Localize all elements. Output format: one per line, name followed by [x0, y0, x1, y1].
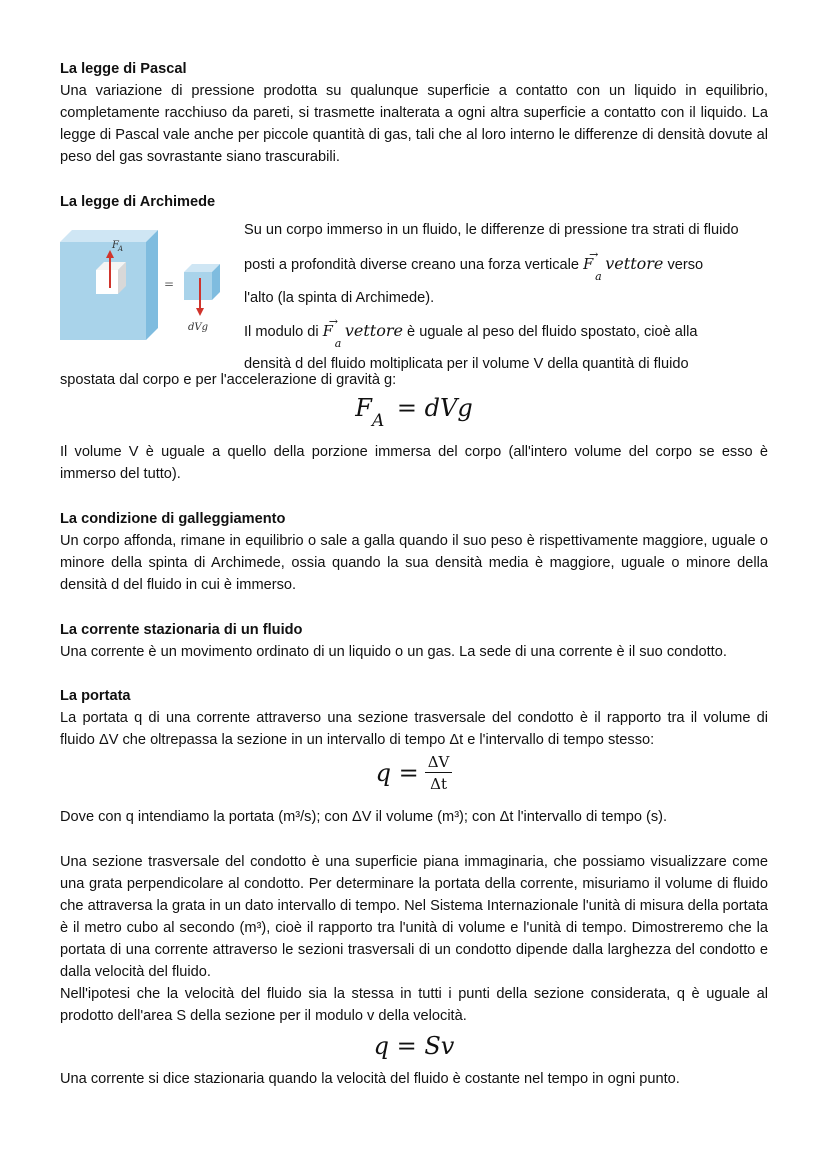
archimede-after: Il volume V è uguale a quello della porzione immersa del corpo (all'intero volume del corpo se esso è immerso del tutto).	[60, 444, 768, 482]
paragraph-galleggiamento: Un corpo affonda, rimane in equilibrio o sale a galla quando il suo peso è rispettivamente maggiore, uguale o minore della spinta di Archimede, ossia quando la sua densità media è maggiore, uguale o minore della densità d del fluido in cui è immerso.	[60, 533, 768, 593]
portata-para-wrap	[60, 851, 768, 1027]
portata-legend: Dove con q intendiamo la portata (m³/s); con ΔV il volume (m³); con Δt l'intervallo di tempo (s).	[60, 809, 668, 825]
section-archimede	[60, 191, 768, 213]
archimedes-figure	[60, 228, 228, 342]
formula-fa-lhs: F	[355, 394, 372, 422]
archimede-line-3: l'alto (la spinta di Archimede).	[244, 290, 435, 306]
archimede-text-wrap	[244, 213, 768, 379]
heading-portata: La portata	[60, 688, 131, 704]
body-cube-front	[96, 270, 118, 294]
archimede-line-4-pre: Il modulo di	[244, 324, 319, 340]
formula-q-sv	[60, 1032, 768, 1061]
archimede-line-2	[244, 247, 768, 282]
fraction-numerator: ΔV	[425, 753, 453, 773]
formula-q-sv-text: q = Sv	[373, 1032, 455, 1060]
small-cube-front	[184, 272, 212, 300]
portata-final: Una corrente si dice stazionaria quando la velocità del fluido è costante nel tempo in ogni punto.	[60, 1071, 680, 1087]
label-dvg: dVg	[188, 322, 209, 333]
fraction-dv-dt	[425, 753, 453, 793]
archimede-line-5: densità d del fluido moltiplicata per il volume V della quantità di fluido	[244, 356, 689, 372]
portata-legend-wrap	[60, 806, 768, 828]
vector-fa-2-sub: a	[334, 337, 342, 350]
archimede-line-4-post: è uguale al peso del fluido spostato, cioè alla	[407, 324, 698, 340]
formula-portata	[60, 753, 768, 793]
portata-final-wrap	[60, 1068, 768, 1090]
archimede-after-wrap	[60, 441, 768, 485]
paragraph-corrente: Una corrente è un movimento ordinato di un liquido o un gas. La sede di una corrente è il suo condotto.	[60, 644, 727, 660]
vector-fa-sub: a	[595, 270, 602, 283]
label-fa: F	[112, 240, 119, 251]
weight-arrow-head	[196, 308, 204, 316]
formula-q-lhs: q =	[375, 759, 419, 787]
fraction-denominator: Δt	[430, 775, 447, 793]
equals-sign: =	[164, 277, 175, 291]
section-corrente	[60, 619, 768, 663]
section-galleggiamento	[60, 508, 768, 596]
vector-arrow-icon: →	[589, 248, 599, 261]
archimede-line-1: Su un corpo immerso in un fluido, le differenze di pressione tra strati di fluido	[244, 222, 739, 238]
archimede-line-2-pre: posti a profondità diverse creano una forza verticale	[244, 257, 580, 273]
heading-archimede: La legge di Archimede	[60, 194, 216, 210]
portata-paragraph-2: Nell'ipotesi che la velocità del fluido sia la stessa in tutti i punti della sezione considerata, q è uguale al prodotto dell'area S della sezione per il modulo v della velocità.	[60, 986, 768, 1024]
vector-fa-2-symbol: F	[322, 323, 333, 340]
water-cube-side	[146, 230, 158, 340]
section-portata	[60, 685, 768, 751]
heading-galleggiamento: La condizione di galleggiamento	[60, 511, 286, 527]
archimede-line-4	[244, 314, 768, 349]
formula-fa-sub: A	[371, 411, 385, 431]
water-cube-top	[60, 230, 158, 242]
archimedes-diagram	[60, 228, 228, 342]
vector-arrow-2-icon: →	[328, 315, 338, 328]
archimede-line-6-wrap	[60, 369, 768, 391]
section-pascal	[60, 58, 768, 168]
heading-pascal: La legge di Pascal	[60, 61, 187, 77]
heading-corrente: La corrente stazionaria di un fluido	[60, 622, 303, 638]
vector-word-2: vettore	[344, 321, 403, 340]
archimede-line-6: spostata dal corpo e per l'accelerazione di gravità g:	[60, 372, 397, 388]
formula-archimede	[60, 394, 768, 431]
portata-paragraph-1: Una sezione trasversale del condotto è una superficie piana immaginaria, che possiamo visualizzare come una grata perpendicolare al condotto. Per determinare la portata della corrente, misuriamo il volume di fluido che attraversa la grata in un dato intervallo di tempo. Nel Sistema Internazionale l'unità di misura della portata è il metro cubo al secondo (m³), cioè il rapporto tra l'unità di volume e l'unità di tempo. Dimostreremo che la portata di una corrente attraverso le sezioni trasversali di un condotto dipende dalla larghezza del condotto e dalla velocità del fluido.	[60, 854, 768, 980]
formula-fa-rhs: = dVg	[396, 394, 473, 422]
paragraph-pascal: Una variazione di pressione prodotta su qualunque superficie a contatto con un liquido in equilibrio, completamente racchiuso da pareti, si trasmette inalterata a ogni altra superficie a contatto con il liquido. La legge di Pascal vale anche per piccole quantità di gas, tali che al loro interno le differenze di densità dovute al peso del gas sovrastante siano trascurabili.	[60, 83, 768, 165]
vector-word: vettore	[605, 254, 664, 273]
paragraph-portata: La portata q di una corrente attraverso una sezione trasversale del condotto è il rapporto tra il volume di fluido ΔV che oltrepassa la sezione in un intervallo di tempo Δt e l'intervallo di tempo stesso:	[60, 710, 768, 748]
archimede-line-2-post: verso	[667, 257, 704, 273]
label-fa-sub: A	[118, 245, 124, 253]
vector-fa-2	[322, 315, 342, 350]
vector-fa	[583, 248, 602, 283]
vector-fa-symbol: F	[583, 256, 594, 273]
